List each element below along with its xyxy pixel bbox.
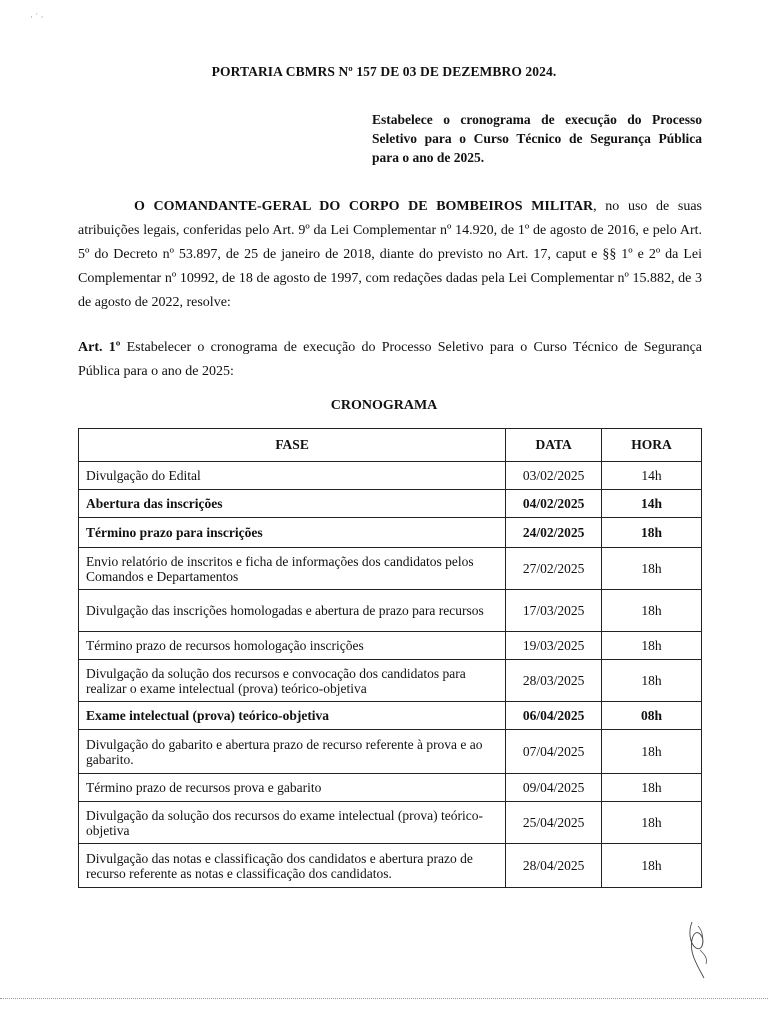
preamble-text: , no uso de suas atribuições legais, conferidas pelo Art. 9º da Lei Complementar nº 14.920, de 1º de agosto de 2016, e pelo Art. 5º do Decreto nº 53.897, de 25 de janeiro de 2018, diante do previsto no Art. 17, caput e §§ 1º e 2º da Lei Complementar nº 10992, de 18 de agosto de 1997, com redações dadas pela Lei Complementar nº 15.882, de 3 de agosto de 2022, resolve: (78, 199, 703, 310)
data-cell: 27/02/2025 (506, 548, 602, 590)
table-header-row (79, 429, 702, 462)
data-cell: 25/04/2025 (506, 802, 602, 844)
fase-cell: Divulgação do Edital (79, 462, 506, 490)
page-bottom-edge (0, 998, 768, 999)
data-cell: 07/04/2025 (506, 730, 602, 774)
preamble-authority: O COMANDANTE-GERAL DO CORPO DE BOMBEIROS MILITAR (134, 199, 594, 214)
data-cell: 19/03/2025 (506, 632, 602, 660)
table-row (79, 702, 702, 730)
preamble-paragraph (78, 195, 702, 315)
hora-cell: 14h (602, 462, 702, 490)
header-data: DATA (506, 429, 602, 462)
hora-cell: 14h (602, 490, 702, 518)
cronograma-title: CRONOGRAMA (330, 398, 438, 413)
fase-cell: Divulgação das notas e classificação dos candidatos e abertura prazo de recurso referente as notas e classificação dos candidatos. (79, 844, 506, 888)
table-row (79, 774, 702, 802)
hora-cell: 18h (602, 518, 702, 548)
hora-cell: 18h (602, 590, 702, 632)
fase-cell: Divulgação da solução dos recursos do exame intelectual (prova) teórico-objetiva (79, 802, 506, 844)
hora-cell: 18h (602, 730, 702, 774)
fase-cell: Envio relatório de inscritos e ficha de informações dos candidatos pelos Comandos e Departamentos (79, 548, 506, 590)
hora-cell: 18h (602, 802, 702, 844)
table-row (79, 802, 702, 844)
fase-cell: Divulgação da solução dos recursos e convocação dos candidatos para realizar o exame intelectual (prova) teórico-objetiva (79, 660, 506, 702)
hora-cell: 18h (602, 632, 702, 660)
table-row (79, 730, 702, 774)
data-cell: 04/02/2025 (506, 490, 602, 518)
fase-cell: Término prazo para inscrições (79, 518, 506, 548)
data-cell: 03/02/2025 (506, 462, 602, 490)
fase-cell: Abertura das inscrições (79, 490, 506, 518)
table-row (79, 518, 702, 548)
data-cell: 17/03/2025 (506, 590, 602, 632)
article-1-label: Art. 1º (78, 340, 121, 355)
table-row (79, 490, 702, 518)
scan-artifact-icon: · ˙ · (30, 12, 44, 22)
hora-cell: 18h (602, 844, 702, 888)
hora-cell: 18h (602, 660, 702, 702)
table-row (79, 590, 702, 632)
data-cell: 24/02/2025 (506, 518, 602, 548)
table-row (79, 548, 702, 590)
fase-cell: Divulgação das inscrições homologadas e abertura de prazo para recursos (79, 590, 506, 632)
table-row (79, 462, 702, 490)
hora-cell: 18h (602, 548, 702, 590)
document-title: PORTARIA CBMRS Nº 157 DE 03 DE DEZEMBRO 2024. (211, 64, 557, 79)
handwritten-signature-icon (682, 918, 722, 980)
table-row (79, 844, 702, 888)
data-cell: 28/03/2025 (506, 660, 602, 702)
article-1-text: Estabelecer o cronograma de execução do Processo Seletivo para o Curso Técnico de Segurança Pública para o ano de 2025: (78, 340, 702, 379)
hora-cell: 08h (602, 702, 702, 730)
header-hora: HORA (602, 429, 702, 462)
hora-cell: 18h (602, 774, 702, 802)
article-1-paragraph (78, 336, 702, 384)
fase-cell: Exame intelectual (prova) teórico-objetiva (79, 702, 506, 730)
data-cell: 28/04/2025 (506, 844, 602, 888)
document-ementa: Estabelece o cronograma de execução do Processo Seletivo para o Curso Técnico de Segurança Pública para o ano de 2025. (372, 112, 702, 165)
table-row (79, 632, 702, 660)
fase-cell: Término prazo de recursos homologação inscrições (79, 632, 506, 660)
table-row (79, 660, 702, 702)
fase-cell: Divulgação do gabarito e abertura prazo de recurso referente à prova e ao gabarito. (79, 730, 506, 774)
cronograma-table (78, 428, 702, 888)
header-fase: FASE (79, 429, 506, 462)
data-cell: 06/04/2025 (506, 702, 602, 730)
fase-cell: Término prazo de recursos prova e gabarito (79, 774, 506, 802)
data-cell: 09/04/2025 (506, 774, 602, 802)
